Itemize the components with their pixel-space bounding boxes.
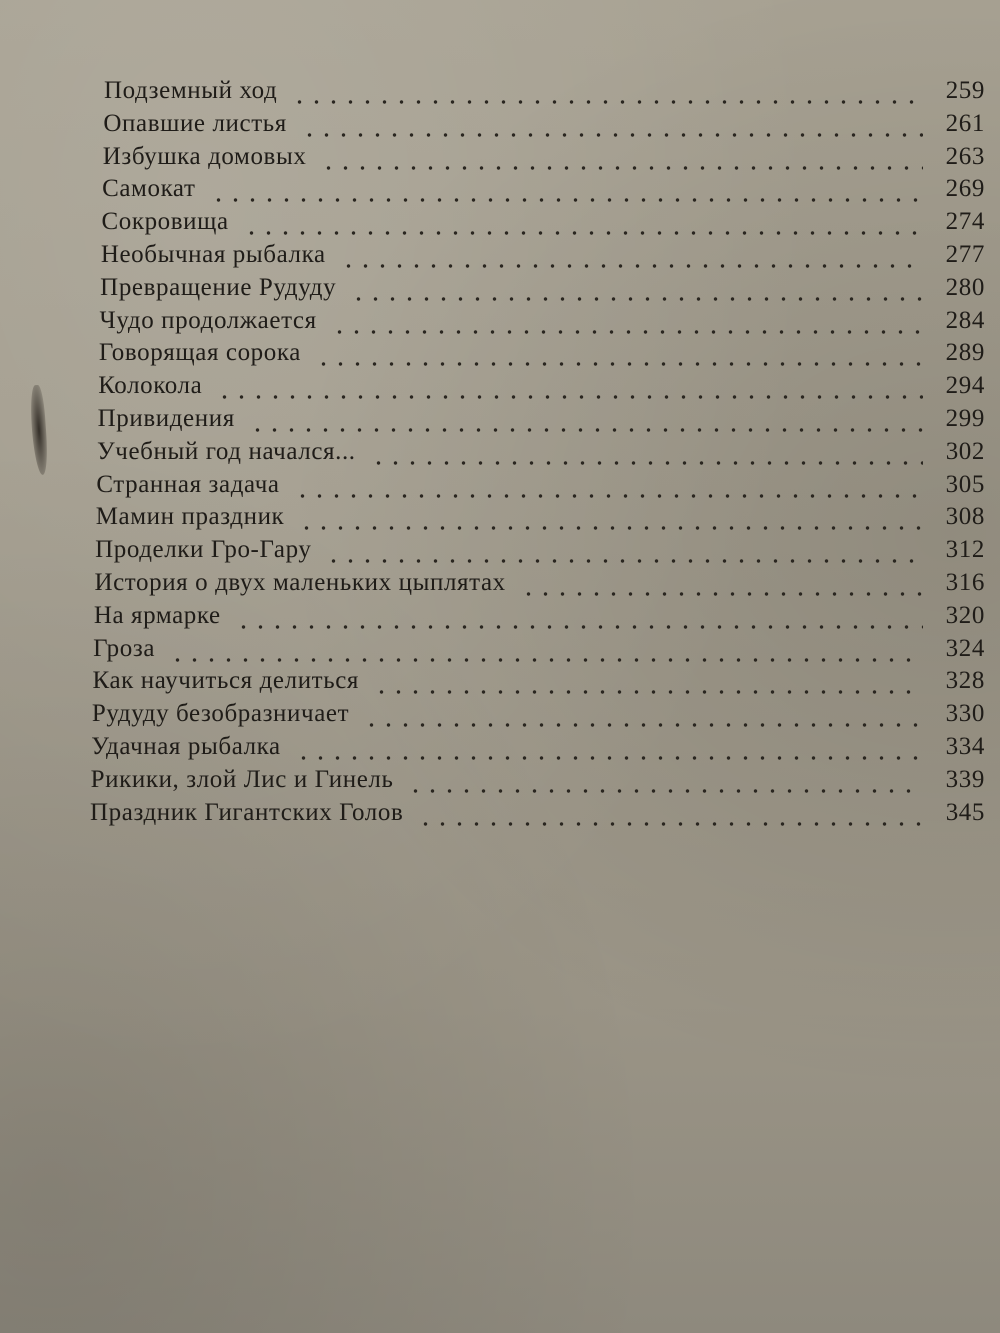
dot-leader (331, 330, 923, 334)
toc-entry-page-number: 261 (945, 109, 985, 137)
toc-entry-title: Избушка домовых (102, 142, 307, 170)
toc-entry-page-number: 305 (945, 470, 985, 498)
toc-entry (96, 471, 985, 505)
toc-entry-page-number: 289 (945, 339, 985, 367)
toc-entry-page-number: 320 (945, 601, 985, 629)
toc-entry-page-number: 294 (945, 372, 985, 400)
toc-entry-title: Привидения (97, 405, 235, 432)
toc-entry-title: Колокола (98, 372, 203, 400)
toc-entry (101, 241, 985, 275)
toc-entry (92, 700, 985, 734)
toc-entry (104, 77, 985, 111)
toc-entry-title: Чудо продолжается (99, 306, 317, 334)
dot-leader (340, 264, 923, 268)
toc-entry-title: На ярмарке (93, 601, 221, 629)
toc-entry (98, 372, 985, 406)
toc-entry-page-number: 263 (945, 142, 985, 170)
toc-entry-page-number: 324 (945, 634, 985, 662)
toc-entry-title: Гроза (93, 634, 156, 662)
toc-entry-title: История о двух маленьких цыплятах (94, 569, 506, 596)
toc-entry-page-number: 284 (945, 306, 985, 334)
toc-entry-title: Праздник Гигантских Голов (90, 798, 404, 826)
dot-leader (294, 494, 923, 498)
toc-entry-page-number: 312 (945, 536, 985, 564)
toc-entry-page-number: 345 (945, 798, 985, 826)
toc-entry-page-number: 274 (945, 208, 985, 236)
toc-entry-title: Самокат (102, 175, 196, 203)
toc-entry (90, 799, 985, 833)
toc-entry (97, 438, 985, 472)
toc-entry (101, 208, 985, 242)
toc-entry (91, 733, 985, 767)
toc-entry (93, 667, 985, 701)
dot-leader (417, 822, 923, 826)
toc-entry (95, 536, 985, 570)
toc-entry-title: Рикики, злой Лис и Гинель (90, 765, 394, 793)
toc-entry (103, 110, 985, 144)
toc-entry-page-number: 269 (945, 175, 985, 203)
toc-entry-page-number: 316 (945, 569, 985, 596)
toc-entry-page-number: 299 (945, 405, 985, 432)
toc-entry-title: Странная задача (96, 470, 280, 498)
toc-entry-page-number: 277 (945, 241, 985, 268)
toc-entry-page-number: 328 (945, 667, 985, 695)
dot-leader (243, 231, 923, 235)
toc-entry (96, 503, 985, 537)
toc-entry (91, 766, 985, 800)
dot-leader (210, 198, 923, 202)
toc-entry-title: Превращение Рудуду (100, 273, 337, 301)
toc-entry-title: Удачная рыбалка (91, 733, 281, 760)
toc-entry-title: Мамин праздник (95, 503, 285, 531)
toc-entry-title: Как научиться делиться (92, 667, 359, 695)
toc-entry-page-number: 302 (945, 437, 985, 465)
dot-leader (325, 559, 923, 563)
toc-entry (100, 307, 985, 341)
dot-leader (301, 133, 923, 137)
dot-leader (216, 395, 923, 399)
dot-leader (363, 723, 923, 727)
toc-entry (102, 175, 985, 209)
toc-entry-title: Говорящая сорока (98, 339, 301, 367)
toc-entry-page-number: 339 (945, 765, 985, 793)
dot-leader (295, 756, 923, 760)
toc-entry-page-number: 334 (945, 733, 985, 760)
dot-leader (373, 690, 923, 694)
toc-entry-title: Сокровища (101, 208, 229, 236)
dot-leader (315, 362, 923, 366)
dot-leader (298, 526, 923, 530)
dot-leader (370, 461, 923, 465)
toc-entry (94, 602, 985, 636)
toc-entry (100, 274, 985, 308)
dot-leader (169, 658, 923, 662)
toc-entry (93, 635, 985, 669)
dot-leader (291, 100, 923, 104)
toc-entry-title: Необычная рыбалка (100, 241, 326, 268)
dot-leader (320, 166, 923, 170)
toc-entry-page-number: 259 (945, 77, 985, 104)
toc-entry (103, 143, 985, 177)
toc-entry-title: Опавшие листья (103, 109, 287, 137)
toc-entry-page-number: 308 (945, 503, 985, 531)
dot-leader (235, 625, 923, 629)
dot-leader (407, 789, 923, 793)
dot-leader (350, 297, 923, 301)
toc-entry (99, 339, 985, 373)
toc-entry-title: Учебный год начался... (97, 437, 356, 465)
dot-leader (249, 428, 923, 432)
toc-entry-page-number: 280 (945, 273, 985, 301)
toc-entry-page-number: 330 (945, 700, 985, 728)
toc-entry (98, 405, 985, 439)
toc-entry-title: Подземный ход (104, 77, 278, 104)
toc-entry-title: Рудуду безобразничает (91, 700, 350, 728)
dot-leader (520, 592, 923, 596)
toc-entry-title: Проделки Гро-Гару (95, 536, 312, 564)
toc-entry (94, 569, 985, 603)
